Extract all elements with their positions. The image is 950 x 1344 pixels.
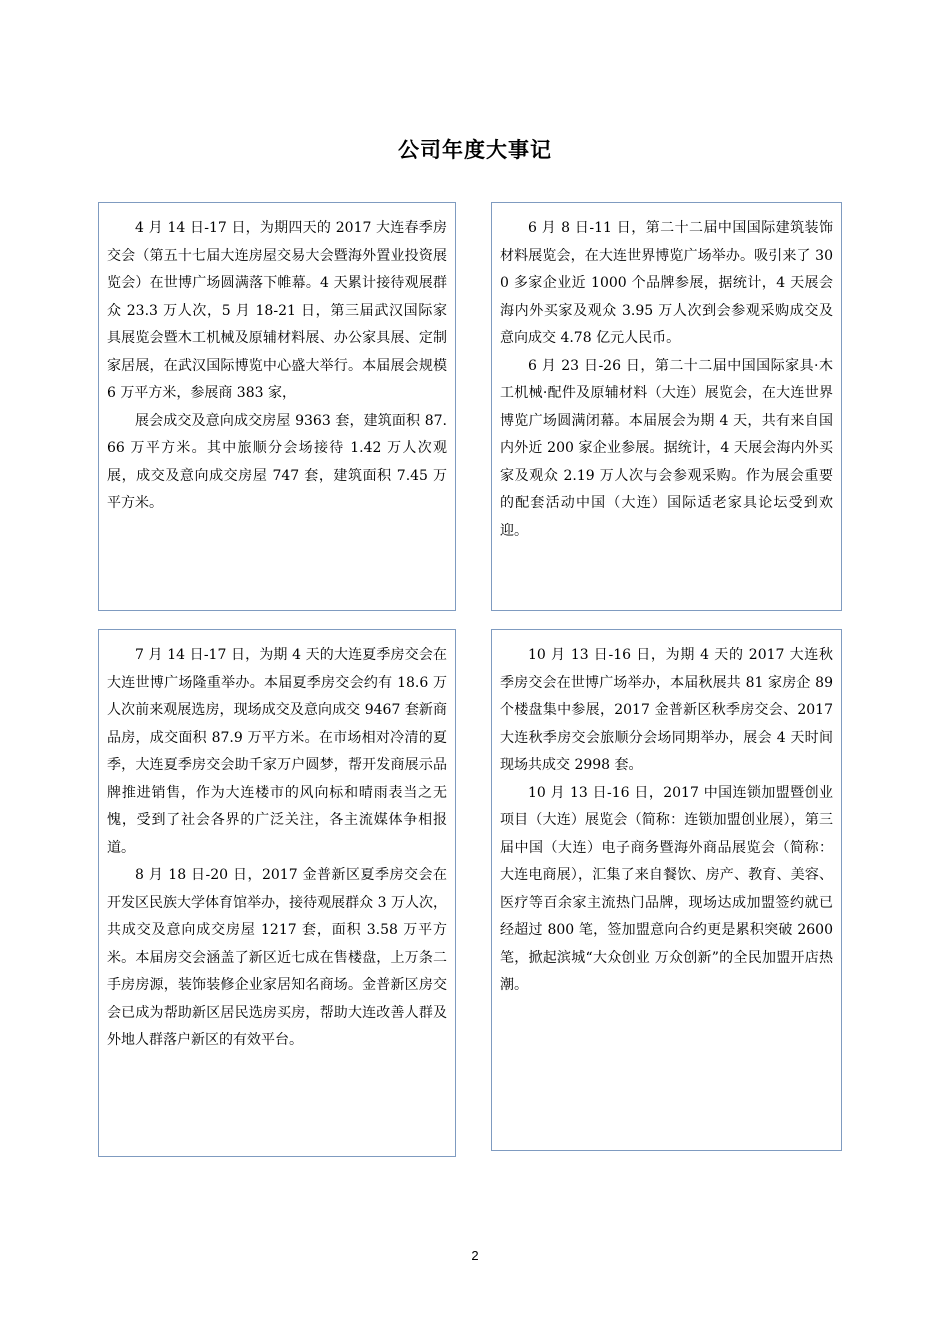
event-box-bottom-right [491, 629, 842, 1151]
event-paragraph: 6 月 23 日-26 日，第二十二届中国国际家具·木工机械·配件及原辅材料（大连）展览会，在大连世界博览广场圆满闭幕。本届展会为期 4 天，共有来自国内外近 200 家企业参展。据统计，4 天展会海内外买家及观众 2.19 万人次与会参观采购。作为展会重要的配套活动中国（大连）国际适老家具论坛受到欢迎。 [500, 357, 833, 539]
event-box-top-right [491, 202, 842, 611]
page-number: 2 [471, 1248, 479, 1263]
event-paragraph: 10 月 13 日-16 日，为期 4 天的 2017 大连秋季房交会在世博广场举办，本届秋展共 81 家房企 89 个楼盘集中参展，2017 金普新区秋季房交会、2017 大连秋季房交会旅顺分会场同期举办，展会 4 天时间现场共成交 2998 套。 [500, 647, 833, 773]
event-paragraph: 7 月 14 日-17 日，为期 4 天的大连夏季房交会在大连世博广场隆重举办。本届夏季房交会约有 18.6 万人次前来观展选房，现场成交及意向成交 9467 套新商品房，成交面积 87.9 万平方米。在市场相对冷清的夏季，大连夏季房交会助千家万户圆梦，帮开发商展示品牌推进销售，作为大连楼市的风向标和晴雨表当之无愧，受到了社会各界的广泛关注，各主流媒体争相报道。 [107, 647, 447, 856]
event-box-top-left [98, 202, 456, 611]
event-paragraph: 8 月 18 日-20 日，2017 金普新区夏季房交会在开发区民族大学体育馆举办，接待观展群众 3 万人次，共成交及意向成交房屋 1217 套，面积 3.58 万平方米。本届房交会涵盖了新区近七成在售楼盘，上万条二手房房源，装饰装修企业家居知名商场。金普新区房交会已成为帮助新区居民选房买房，帮助大连改善人群及外地人群落户新区的有效平台。 [107, 867, 447, 1048]
event-paragraph: 4 月 14 日-17 日，为期四天的 2017 大连春季房交会（第五十七届大连房屋交易大会暨海外置业投资展览会）在世博广场圆满落下帷幕。4 天累计接待观展群众 23.3 万人次，5 月 18-21 日，第三届武汉国际家具展览会暨木工机械及原辅材料展、办公家具展、定制家居展，在武汉国际博览中心盛大举行。本届展会规模 6 万平方米，参展商 383 家， [107, 220, 447, 401]
page-title: 公司年度大事记 [398, 138, 552, 162]
event-paragraph: 10 月 13 日-16 日，2017 中国连锁加盟暨创业项目（大连）展览会（简称：连锁加盟创业展），第三届中国（大连）电子商务暨海外商品展览会（简称：大连电商展），汇集了来自餐饮、房产、教育、美容、医疗等百余家主流热门品牌，现场达成加盟签约就已经超过 800 笔，签加盟意向合约更是累积突破 2600 笔，掀起滨城“大众创业 万众创新”的全民加盟开店热潮。 [500, 784, 833, 993]
event-paragraph: 展会成交及意向成交房屋 9363 套，建筑面积 87.66 万平方米。其中旅顺分会场接待 1.42 万人次观展，成交及意向成交房屋 747 套，建筑面积 7.45 万平方米。 [107, 412, 447, 511]
event-paragraph: 6 月 8 日-11 日，第二十二届中国国际建筑装饰材料展览会，在大连世界博览广场举办。吸引来了 300 多家企业近 1000 个品牌参展，据统计，4 天展会海内外买家及观众 3.95 万人次到会参观采购成交及意向成交 4.78 亿元人民币。 [500, 220, 833, 346]
event-box-bottom-left [98, 629, 456, 1157]
